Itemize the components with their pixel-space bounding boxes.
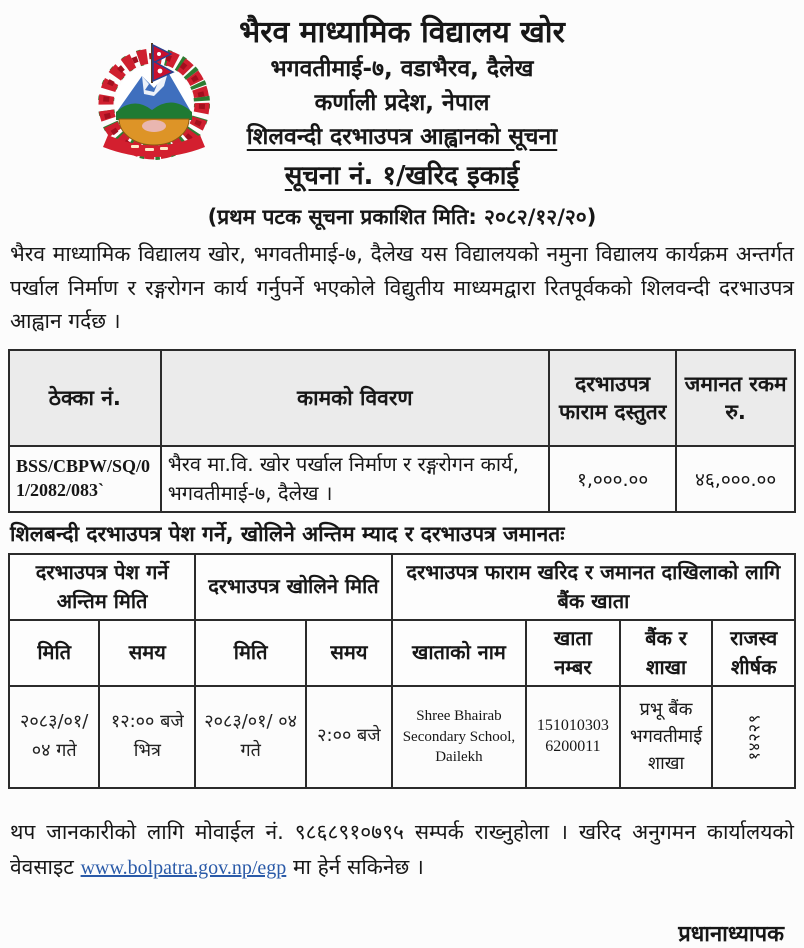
school-emblem xyxy=(93,40,215,168)
contract-table xyxy=(8,349,796,513)
province-line: कर्णाली प्रदेश, नेपाल xyxy=(314,90,490,116)
school-address: भगवतीमाई-७, वडाभैरव, दैलेख xyxy=(270,55,534,82)
group-header-bank-account: दरभाउपत्र फाराम खरिद र जमानत दाखिलाको लागि बैंक खाता xyxy=(392,554,795,620)
sub-header-account-number: खाता नम्बर xyxy=(526,620,620,686)
deposit-amount-cell: ४६,०००.०० xyxy=(676,446,795,512)
notice-number: सूचना नं. १/खरिद इकाई xyxy=(284,160,520,191)
intro-paragraph: भैरव माध्यामिक विद्यालय खोर, भगवतीमाई-७, दैलेख यस विद्यालयको नमुना विद्यालय कार्यक्रम अन्तर्गत पर्खाल निर्माण र रङ्गरोगन कार्य गर्नुपर्ने भएकोले विद्युतीय माध्यमद्वारा रितपूर्वकको शिलवन्दी दरभाउपत्र आह्वान गर्दछ । xyxy=(10,241,794,334)
signature-principal: प्रधानाध्यापक xyxy=(678,922,784,948)
revenue-head-cell xyxy=(712,686,795,788)
col-header-contract-no: ठेक्का नं. xyxy=(9,350,161,446)
work-description-cell: भैरव मा.वि. खोर पर्खाल निर्माण र रङ्गरोगन कार्य, भगवतीमाई-७, दैलेख । xyxy=(161,446,549,512)
group-header-submission-deadline: दरभाउपत्र पेश गर्ने अन्तिम मिति xyxy=(9,554,195,620)
notice-title: शिलवन्दी दरभाउपत्र आह्वानको सूचना xyxy=(246,123,558,150)
form-fee-cell: १,०००.०० xyxy=(549,446,676,512)
publish-date-line: (प्रथम पटक सूचना प्रकाशित मिति: २०८२/१२/२०) xyxy=(207,204,597,229)
opening-time-cell: २:०० बजे xyxy=(306,686,392,788)
sub-header-time-2: समय xyxy=(306,620,392,686)
schedule-group-header-row xyxy=(9,554,795,620)
bolpatra-website-link[interactable]: www.bolpatra.gov.np/egp xyxy=(80,857,287,880)
footer-text-before-link: थप जानकारीको लागि मोवाईल नं. ९८६८९१०७९५ सम्पर्क राख्नुहोला । खरिद अनुगमन कार्यालयको वेवसाइट xyxy=(10,819,794,880)
table-row xyxy=(9,446,795,512)
account-number-cell: 1510103036200011 xyxy=(526,686,620,788)
school-name: भैरव माध्यामिक विद्यालय खोर xyxy=(239,15,565,50)
contract-number-cell: BSS/CBPW/SQ/01/2082/083` xyxy=(9,446,161,512)
col-header-work-description: कामको विवरण xyxy=(161,350,549,446)
sub-header-account-name: खाताको नाम xyxy=(392,620,526,686)
sub-header-date-1: मिति xyxy=(9,620,99,686)
footer-contact-paragraph xyxy=(8,815,796,886)
schedule-section-heading: शिलबन्दी दरभाउपत्र पेश गर्ने, खोलिने अन्तिम म्याद र दरभाउपत्र जमानतः xyxy=(10,521,565,546)
handshake-icon xyxy=(142,120,166,132)
schedule-table xyxy=(8,553,796,789)
submission-time-cell: १२:०० बजे भित्र xyxy=(99,686,195,788)
sub-header-bank-branch: बैंक र शाखा xyxy=(620,620,713,686)
account-name-cell: Shree Bhairab Secondary School, Dailekh xyxy=(392,686,526,788)
sub-header-time-1: समय xyxy=(99,620,195,686)
sub-header-date-2: मिति xyxy=(195,620,306,686)
bank-branch-cell: प्रभू बैंक भगवतीमाई शाखा xyxy=(620,686,713,788)
sub-header-revenue-head: राजस्व शीर्षक xyxy=(712,620,795,686)
contract-table-header-row xyxy=(9,350,795,446)
revenue-head-vertical-text: १४२२९ xyxy=(744,713,764,761)
schedule-sub-header-row xyxy=(9,620,795,686)
table-row xyxy=(9,686,795,788)
footer-text-after-link: मा हेर्न सकिनेछ । xyxy=(292,855,424,880)
col-header-form-fee: दरभाउपत्र फाराम दस्तुतर xyxy=(549,350,676,446)
submission-date-cell: २०८३/०१/०४ गते xyxy=(9,686,99,788)
group-header-opening-date: दरभाउपत्र खोलिने मिति xyxy=(195,554,391,620)
opening-date-cell: २०८३/०१/ ०४ गते xyxy=(195,686,306,788)
col-header-deposit: जमानत रकम रु. xyxy=(676,350,795,446)
